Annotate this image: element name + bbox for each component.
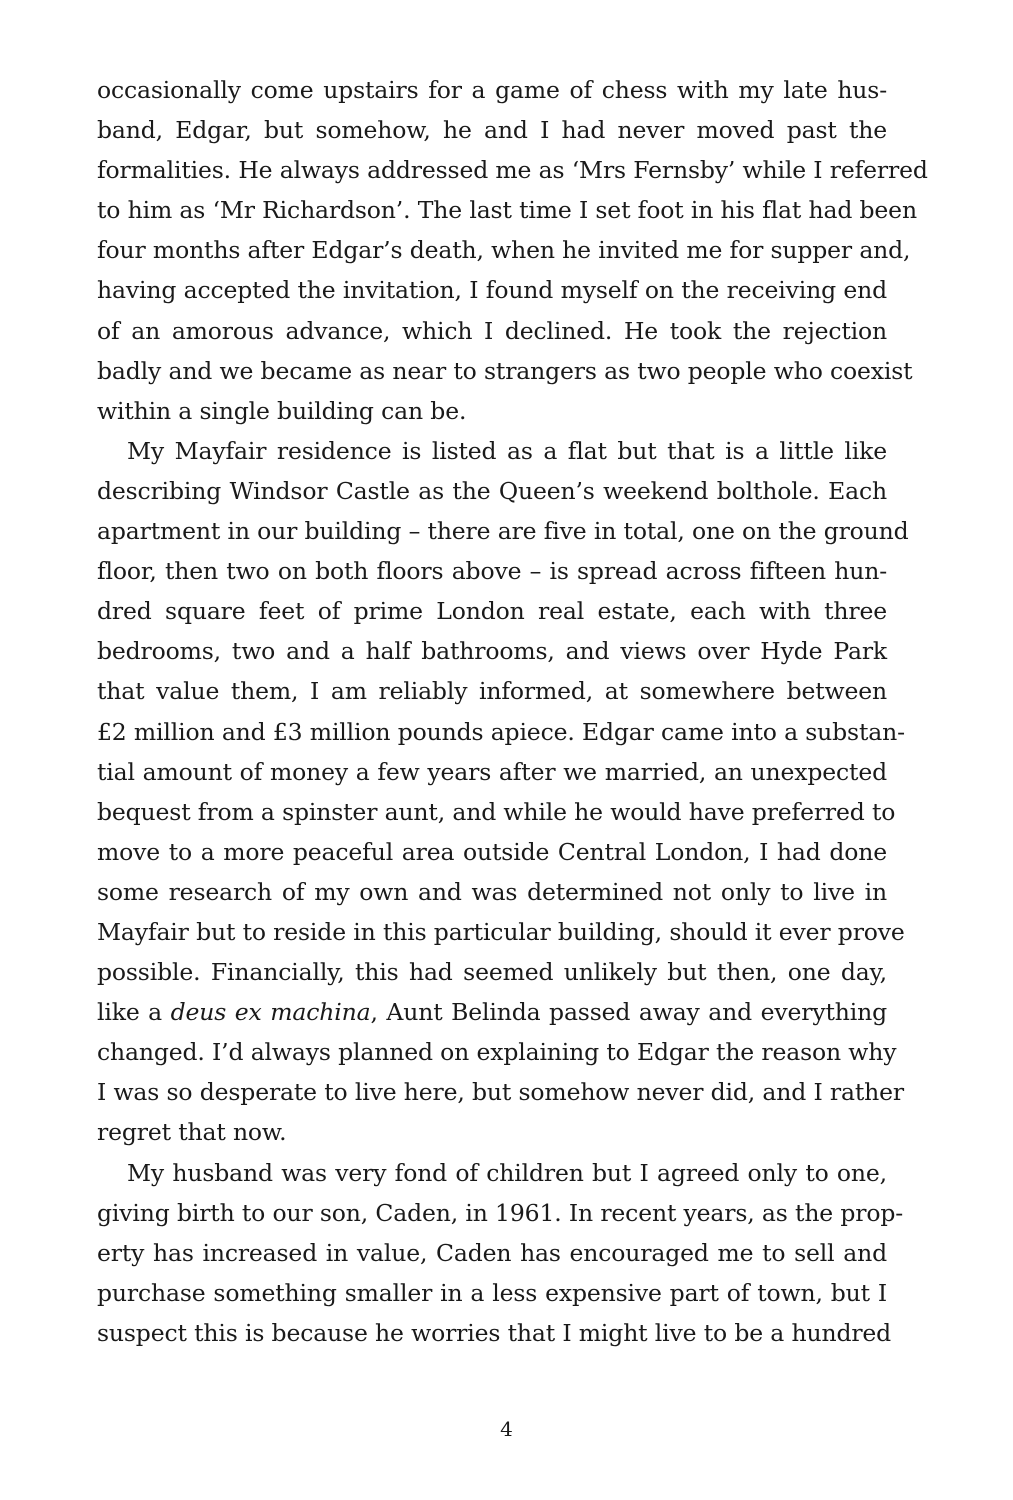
text-line: that value them, I am reliably informed, at somewhere between [97,677,887,706]
text-line: floor, then two on both floors above – is spread across fifteen hun- [97,557,887,586]
text-line: suspect this is because he worries that I might live to be a hundred [97,1318,892,1347]
text-line: My husband was very fond of children but I agreed only to one, [127,1158,887,1187]
text-line: of an amorous advance, which I declined. He took the rejection [97,316,887,345]
text-line: I was so desperate to live here, but somehow never did, and I rather [97,1078,904,1107]
text-line: giving birth to our son, Caden, in 1961. In recent years, as the prop- [97,1198,904,1227]
text-line: four months after Edgar’s death, when he invited me for supper and, [97,236,911,265]
text-line: regret that now. [97,1118,287,1147]
paragraph [97,70,928,431]
text-line: Mayfair but to reside in this particular building, should it ever prove [97,917,905,946]
paragraph [97,1153,904,1353]
page-number: 4 [500,1417,513,1441]
text-line: £2 million and £3 million pounds apiece. Edgar came into a substan- [97,717,905,746]
italic-phrase: deus ex machina [170,998,371,1027]
text-line: dred square feet of prime London real estate, each with three [97,597,887,626]
text-line [97,992,887,1032]
text-line: possible. Financially, this had seemed unlikely but then, one day, [97,958,887,987]
text-line: tial amount of money a few years after we married, an unexpected [97,757,887,786]
text-line: apartment in our building – there are five in total, one on the ground [97,517,909,546]
text-line: changed. I’d always planned on explaining to Edgar the reason why [97,1038,897,1067]
text-line: within a single building can be. [97,396,467,425]
text-line: to him as ‘Mr Richardson’. The last time I set foot in his flat had been [97,196,917,225]
text-fragment: , Aunt Belinda passed away and everything [370,998,888,1027]
text-line: formalities. He always addressed me as ‘Mrs Fernsby’ while I referred [97,156,928,185]
text-line: bequest from a spinster aunt, and while he would have preferred to [97,797,896,826]
text-line: badly and we became as near to strangers as two people who coexist [97,356,913,385]
text-line: My Mayfair residence is listed as a flat but that is a little like [127,436,887,465]
text-line: describing Windsor Castle as the Queen’s weekend bolthole. Each [97,476,887,505]
text-line: some research of my own and was determined not only to live in [97,877,887,906]
text-line: band, Edgar, but somehow, he and I had never moved past the [97,116,887,145]
paragraph [97,431,909,1153]
text-line: having accepted the invitation, I found myself on the receiving end [97,276,887,305]
text-line: move to a more peaceful area outside Central London, I had done [97,837,887,866]
text-line: erty has increased in value, Caden has encouraged me to sell and [97,1238,887,1267]
text-line: purchase something smaller in a less expensive part of town, but I [97,1278,887,1307]
page-body [97,70,928,1353]
text-line: bedrooms, two and a half bathrooms, and views over Hyde Park [97,637,887,666]
text-fragment: like a [97,998,163,1027]
text-line: occasionally come upstairs for a game of chess with my late hus- [97,76,887,104]
